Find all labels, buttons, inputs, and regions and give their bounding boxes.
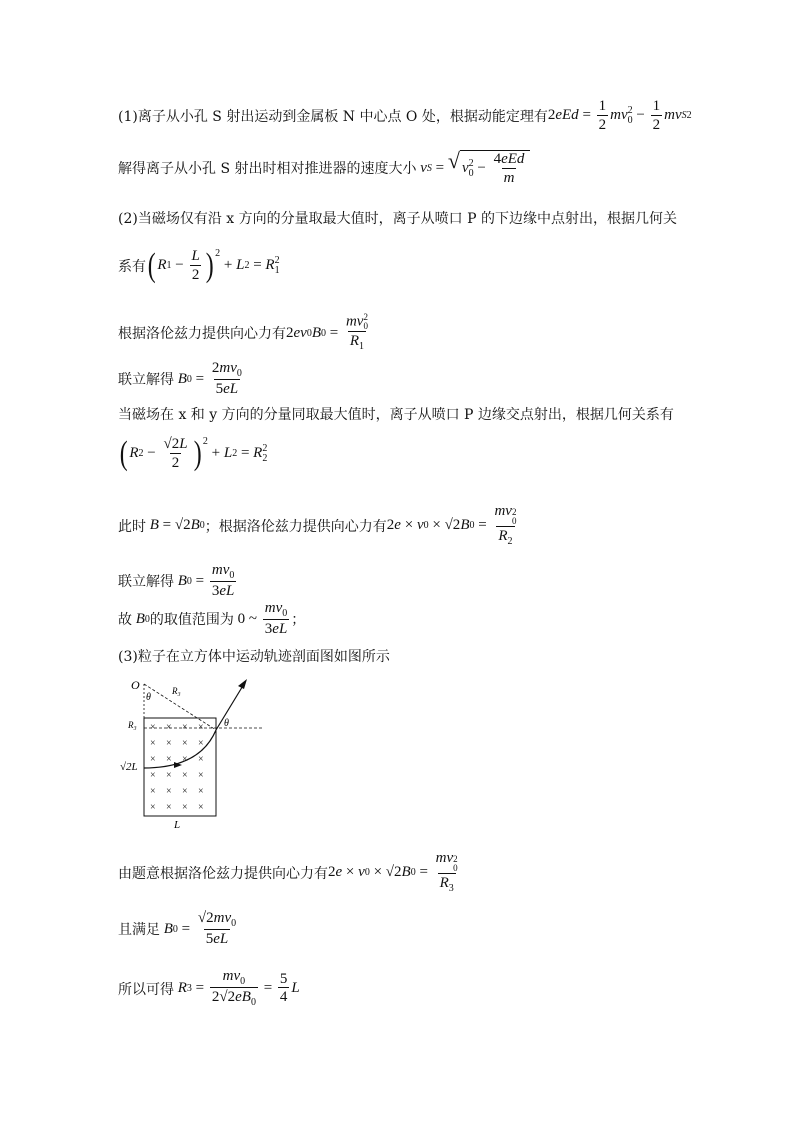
line-both-components: [118, 404, 674, 424]
equation-geometry-2: ( R 2 − $\frac{√2L}{2}$ ) $^2$ + L 2 = R 2 2: [119, 434, 268, 472]
line-part3-intro: [118, 646, 390, 666]
equation-condition: B 0 = $\frac{√2mv_0}{5eL}$: [163, 910, 237, 947]
equation-b0-2: B 0 = $\frac{mv_0}{3eL}$: [177, 562, 235, 599]
field-mark: ×: [166, 738, 172, 749]
field-mark: ×: [182, 738, 188, 749]
field-mark: ×: [182, 770, 188, 781]
text-line-10: 联立解得: [118, 574, 174, 590]
label-theta-2: θ: [224, 718, 229, 729]
field-mark: ×: [198, 738, 204, 749]
field-mark: ×: [182, 722, 188, 733]
field-mark: ×: [150, 786, 156, 797]
label-O: O: [131, 678, 140, 692]
field-mark: ×: [182, 802, 188, 813]
field-mark: ×: [166, 786, 172, 797]
equation-lorentz-3: 2 e × v 0 × √2 B 0 = mv 2 0 $R_3$: [328, 850, 458, 894]
field-mark: ×: [198, 786, 204, 797]
field-mark: ×: [150, 754, 156, 765]
text-line-1: (1)离子从小孔 S 射出运动到金属板 N 中心点 O 处，根据动能定理有: [118, 108, 548, 125]
label-R3-top: R₃: [172, 686, 181, 696]
text-line-6: 联立解得: [118, 372, 174, 388]
text-line-7: 当磁场在 x 和 y 方向的分量同取最大值时，离子从喷口 P 边缘交点射出，根据几何关系有: [118, 407, 674, 423]
text-line-11b: 的取值范围为: [149, 612, 234, 628]
text-line-11a: 故: [118, 612, 132, 628]
equation-geometry-1: ( R 1 − $\frac{L}{2}$ ) $^2$ + L 2 = R 2 1: [147, 246, 280, 284]
equation-lorentz-1: 2 ev 0 B 0 = mv 2 0 $R_1$: [286, 312, 368, 352]
label-theta-1: θ: [146, 692, 151, 703]
field-mark: ×: [198, 802, 204, 813]
field-mark: ×: [198, 770, 204, 781]
text-line-13: 由题意根据洛伦兹力提供向心力有: [118, 865, 328, 882]
field-mark: ×: [182, 786, 188, 797]
equation-kinetic: 2 eEd = $\frac{1}{2}$ mv 2 0 − $\frac{1}{2}$ mv S 2: [547, 98, 692, 133]
field-mark: ×: [182, 754, 188, 765]
line-lorentz-1: [118, 313, 372, 353]
label-sqrt2L: √2L: [120, 761, 138, 773]
text-line-14: 且满足: [118, 922, 160, 938]
line-solve-b0-2: [118, 562, 238, 600]
field-mark: ×: [198, 722, 204, 733]
text-line-12: (3)粒子在立方体中运动轨迹剖面图如图所示: [118, 649, 390, 665]
line-lorentz-3: [118, 850, 462, 895]
equation-b0-1: B 0 = $\frac{2mv_0}{5eL}$: [177, 360, 242, 397]
text-line-4: 系有: [118, 258, 146, 275]
label-R3-left: R₃: [128, 720, 137, 730]
field-mark: ×: [150, 770, 156, 781]
line-range: [118, 600, 305, 638]
field-mark: ×: [198, 754, 204, 765]
text-line-15: 所以可得: [118, 981, 174, 998]
field-mark: ×: [150, 802, 156, 813]
equation-range: 0 ~ $\frac{mv_0}{3eL}$: [233, 600, 288, 637]
line-solve-b0-1: [118, 360, 246, 398]
line-part2-intro: [118, 208, 677, 228]
field-mark: ×: [166, 754, 172, 765]
line-geometry-2: [118, 436, 267, 472]
line-velocity-solution: [118, 150, 530, 187]
line-geometry-1: [118, 248, 280, 284]
text-line-2: 解得离子从小孔 S 射出时相对推进器的速度大小: [118, 161, 417, 178]
equation-lorentz-2: 2 e × v 0 × √2 B 0 = mv 2 0 $R_2$: [386, 503, 517, 547]
text-line-9a: 此时: [118, 518, 146, 535]
field-mark: ×: [150, 738, 156, 749]
line-result: [118, 968, 300, 1009]
line-kinetic-energy: [118, 98, 692, 134]
text-line-11c: ；: [291, 612, 306, 628]
text-line-3: (2)当磁场仅有沿 x 方向的分量取最大值时，离子从喷口 P 的下边缘中点射出，根据几何关: [118, 211, 677, 227]
line-lorentz-2: [118, 503, 520, 548]
text-line-5: 根据洛伦兹力提供向心力有: [118, 326, 286, 342]
field-mark: ×: [150, 722, 156, 733]
symbol-b0: B 0: [135, 610, 150, 627]
field-mark: ×: [166, 770, 172, 781]
field-mark: ×: [166, 802, 172, 813]
field-mark: ×: [166, 722, 172, 733]
equation-velocity: v S = √ v 2 0 − $\frac{\text{4eEd}}{m}$: [417, 150, 531, 187]
text-line-9b: ；根据洛伦兹力提供向心力有: [204, 518, 387, 535]
line-condition: [118, 910, 240, 948]
trajectory-figure: [112, 672, 272, 834]
label-L: L: [174, 819, 181, 831]
equation-result: R 3 = $\frac{mv_0}{2√2eB_0}$ = $\frac{5}{4}$ L: [177, 968, 300, 1008]
equation-b-sqrt2: B = √2 B 0: [149, 517, 205, 533]
